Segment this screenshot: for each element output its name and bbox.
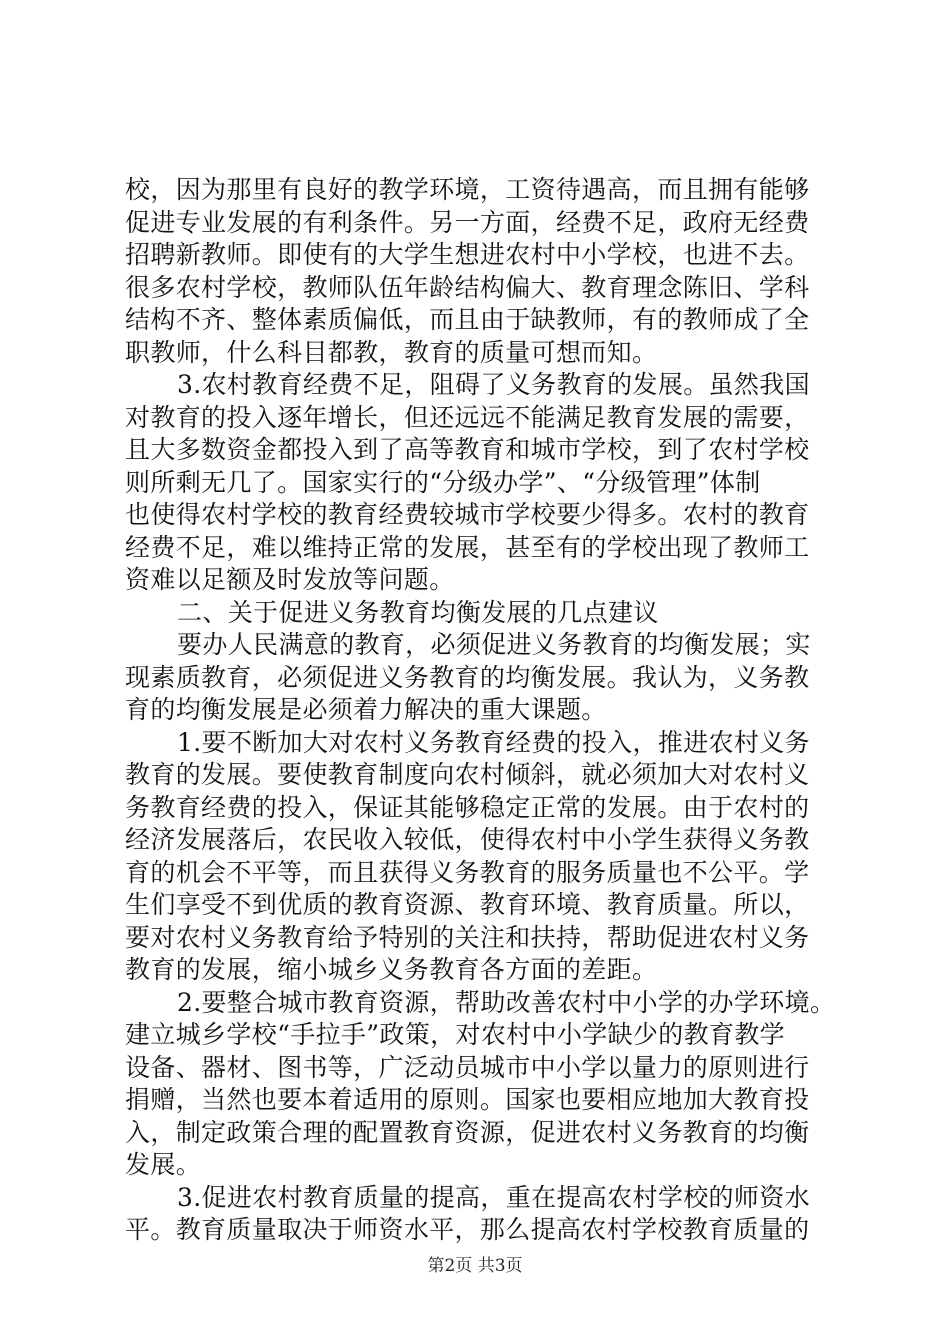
text-line: 资难以足额及时发放等问题。: [125, 565, 455, 594]
text-line: 很多农村学校，教师队伍年龄结构偏大、教育理念陈旧、学科: [125, 272, 810, 302]
text-line: 3.促进农村教育质量的提高，重在提高农村学校的师资水: [177, 1182, 810, 1212]
text-line: 教育的发展，缩小城乡义务教育各方面的差距。: [125, 955, 658, 984]
text-line: 务教育经费的投入，保证其能够稳定正常的发展。由于农村的: [125, 792, 810, 822]
text-line: 育的机会不平等，而且获得义务教育的服务质量也不公平。学: [125, 857, 810, 887]
text-line: 经济发展落后，农民收入较低，使得农村中小学生获得义务教: [125, 825, 810, 854]
text-line: 要办人民满意的教育，必须促进义务教育的均衡发展；实: [177, 630, 811, 659]
text-line: 建立城乡学校“手拉手”政策，对农村中小学缺少的教育教学: [125, 1020, 786, 1049]
text-line: 捐赠，当然也要本着适用的原则。国家也要相应地加大教育投: [125, 1085, 810, 1114]
text-line: 2.要整合城市教育资源，帮助改善农村中小学的办学环境。: [177, 987, 836, 1017]
text-line: 平。教育质量取决于师资水平，那么提高农村学校教育质量的: [125, 1215, 810, 1244]
text-line: 现素质教育，必须促进义务教育的均衡发展。我认为，义务教: [125, 662, 810, 692]
text-line: 则所剩无几了。国家实行的“分级办学”、“分级管理”体制: [125, 467, 761, 497]
text-line: 促进专业发展的有利条件。另一方面，经费不足，政府无经费: [125, 207, 810, 237]
text-line: 校，因为那里有良好的教学环境，工资待遇高，而且拥有能够: [125, 175, 810, 204]
text-line: 1.要不断加大对农村义务教育经费的投入，推进农村义务: [177, 727, 810, 757]
text-line: 经费不足，难以维持正常的发展，甚至有的学校出现了教师工: [125, 532, 810, 562]
text-line: 也使得农村学校的教育经费较城市学校要少得多。农村的教育: [125, 500, 810, 529]
text-line: 生们享受不到优质的教育资源、教育环境、教育质量。所以，: [125, 890, 810, 919]
text-line: 入，制定政策合理的配置教育资源，促进农村义务教育的均衡: [125, 1117, 810, 1147]
text-line: 育的均衡发展是必须着力解决的重大课题。: [125, 695, 607, 724]
text-line: 3.农村教育经费不足，阻碍了义务教育的发展。虽然我国: [177, 370, 810, 399]
text-line: 对教育的投入逐年增长，但还远远不能满足教育发展的需要，: [125, 402, 810, 432]
text-line: 教育的发展。要使教育制度向农村倾斜，就必须加大对农村义: [125, 760, 810, 789]
text-line: 结构不齐、整体素质偏低，而且由于缺教师，有的教师成了全: [125, 305, 810, 334]
text-line: 设备、器材、图书等，广泛动员城市中小学以量力的原则进行: [125, 1052, 810, 1082]
text-line: 发展。: [125, 1150, 202, 1179]
text-line: 职教师，什么科目都教，教育的质量可想而知。: [125, 337, 658, 367]
text-line: 要对农村义务教育给予特别的关注和扶持，帮助促进农村义务: [125, 922, 810, 952]
document-body: [125, 174, 835, 1247]
text-line: 二、关于促进义务教育均衡发展的几点建议: [177, 597, 659, 627]
text-line: 且大多数资金都投入到了高等教育和城市学校，到了农村学校: [125, 435, 810, 464]
text-line: 招聘新教师。即使有的大学生想进农村中小学校，也进不去。: [125, 240, 810, 269]
page-footer: 第2页 共3页: [427, 1256, 523, 1276]
